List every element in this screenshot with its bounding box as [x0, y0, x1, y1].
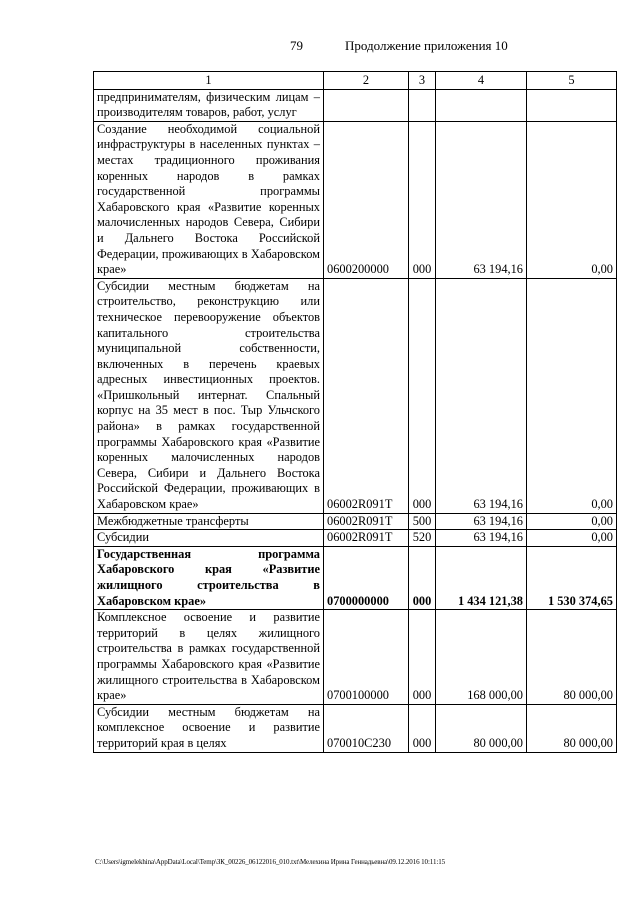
row-amount-year2: 1 530 374,65: [527, 546, 617, 609]
row-amount-year1: 80 000,00: [436, 704, 527, 752]
file-path-footer: C:\Users\igmelekhina\AppData\Local\Temp\ЗК_00226_06122016_010.txt\Мелехина Ирина Геннадьевна\09.12.2016 10:11:15: [95, 858, 445, 866]
row-amount-year1: [436, 89, 527, 121]
row-amount-year1: 1 434 121,38: [436, 546, 527, 609]
row-amount-year1: 63 194,16: [436, 278, 527, 513]
row-target-code: 06002R091T: [324, 530, 409, 547]
row-description: Субсидии местным бюджетам на комплексное освоение и развитие территорий края в целях: [94, 704, 324, 752]
row-description: Субсидии: [94, 530, 324, 547]
column-number: 1: [94, 72, 324, 90]
page-caption: Продолжение приложения 10: [345, 38, 508, 53]
row-description: Субсидии местным бюджетам на строительство, реконструкцию или техническое перевооружение объектов капитального строительства муниципальной собственности, включенных в перечень краевых адресных инвестиционных проектов. «Пришкольный интернат. Спальный корпус на 35 мест в пос. Тыр Ульчского района» в рамках государственной программы Хабаровского края «Развитие коренных малочисленных народов Севера, Сибири и Дальнего Востока Российской Федерации, проживающих в Хабаровском крае»: [94, 278, 324, 513]
row-target-code: 06002R091T: [324, 513, 409, 530]
column-number: 4: [436, 72, 527, 90]
row-expense-type: [409, 89, 436, 121]
row-description: Межбюджетные трансферты: [94, 513, 324, 530]
table-row: [94, 610, 617, 705]
row-amount-year2: 80 000,00: [527, 610, 617, 705]
table-row: [94, 530, 617, 547]
row-target-code: 06002R091T: [324, 278, 409, 513]
row-description: Создание необходимой социальной инфраструктуры в населенных пунктах – местах традиционного проживания коренных народов в рамках государственной программы Хабаровского края «Развитие коренных малочисленных народов Севера, Сибири и Дальнего Востока Российской Федерации, проживающих в Хабаровском крае»: [94, 121, 324, 278]
row-target-code: [324, 89, 409, 121]
row-expense-type: 000: [409, 121, 436, 278]
table-row: [94, 704, 617, 752]
row-expense-type: 500: [409, 513, 436, 530]
row-amount-year1: 63 194,16: [436, 530, 527, 547]
row-description: Государственная программа Хабаровского края «Развитие жилищного строительства в Хабаровском крае»: [94, 546, 324, 609]
row-description: Комплексное освоение и развитие территорий в целях жилищного строительства в рамках государственной программы Хабаровского края «Развитие жилищного строительства в Хабаровском крае»: [94, 610, 324, 705]
table-row: [94, 513, 617, 530]
row-amount-year1: 63 194,16: [436, 121, 527, 278]
row-expense-type: 000: [409, 610, 436, 705]
row-expense-type: 000: [409, 278, 436, 513]
column-number-row: [94, 72, 617, 90]
row-expense-type: 000: [409, 704, 436, 752]
row-amount-year2: 0,00: [527, 121, 617, 278]
row-amount-year1: 168 000,00: [436, 610, 527, 705]
column-number: 2: [324, 72, 409, 90]
column-number: 5: [527, 72, 617, 90]
row-amount-year1: 63 194,16: [436, 513, 527, 530]
row-target-code: 0700000000: [324, 546, 409, 609]
page-number: 79: [290, 38, 303, 53]
row-expense-type: 000: [409, 546, 436, 609]
budget-table: [93, 71, 617, 753]
row-amount-year2: 80 000,00: [527, 704, 617, 752]
table-row: [94, 278, 617, 513]
row-description: предпринимателям, физическим лицам – производителям товаров, работ, услуг: [94, 89, 324, 121]
row-amount-year2: 0,00: [527, 530, 617, 547]
table-row: [94, 546, 617, 609]
table-row: [94, 121, 617, 278]
row-expense-type: 520: [409, 530, 436, 547]
row-amount-year2: 0,00: [527, 278, 617, 513]
column-number: 3: [409, 72, 436, 90]
table-row: [94, 89, 617, 121]
row-target-code: 070010C230: [324, 704, 409, 752]
row-target-code: 0600200000: [324, 121, 409, 278]
row-amount-year2: [527, 89, 617, 121]
row-amount-year2: 0,00: [527, 513, 617, 530]
row-target-code: 0700100000: [324, 610, 409, 705]
